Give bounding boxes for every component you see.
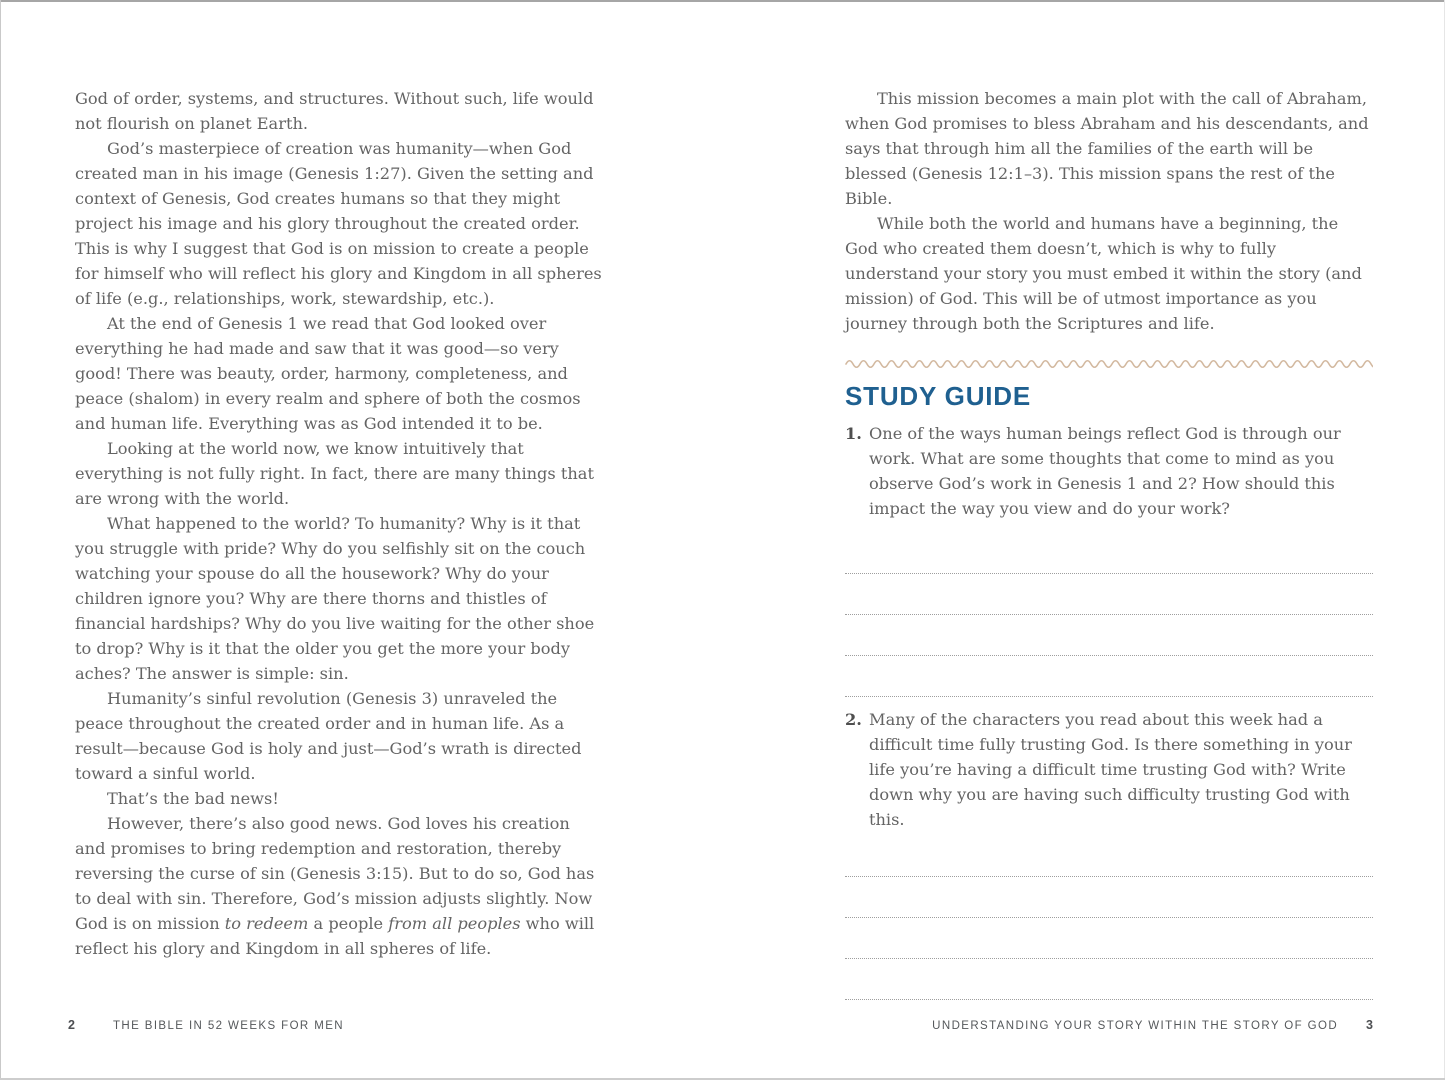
right-page-text-column	[845, 86, 1373, 1000]
paragraph	[75, 136, 602, 311]
answer-line	[845, 615, 1373, 656]
page-number: 3	[1366, 1018, 1373, 1032]
running-title: THE BIBLE IN 52 WEEKS FOR MEN	[112, 1020, 344, 1032]
text-segment: a people	[308, 914, 389, 933]
question-number: 2.	[845, 710, 862, 729]
text-segment: Looking at the world now, we know intuitively that everything is not fully right. In fact, there are many things that are wrong with the world.	[75, 439, 594, 508]
study-question	[845, 707, 1373, 832]
paragraph	[75, 86, 602, 136]
question-number: 1.	[845, 424, 862, 443]
italic-text: to redeem	[224, 914, 309, 933]
wavy-divider-path	[846, 361, 1373, 368]
paragraph	[75, 686, 602, 786]
paragraph	[845, 211, 1373, 336]
answer-lines	[845, 836, 1373, 1000]
text-segment: However, there’s also good news. God loves his creation and promises to bring redemption and restoration, thereby reversing the curse of sin (Genesis 3:15). But to do so, God has to deal with sin. Therefore, God’s mission adjusts slightly. Now God is on mission	[75, 814, 595, 933]
text-segment: What happened to the world? To humanity? Why is it that you struggle with pride? Why do you selfishly sit on the couch watching your spouse do all the housework? Why do your children ignore you? Why are there thorns and thistles of financial hardships? Why do you live waiting for the other shoe to drop? Why is it that the older you get the more your body aches? The answer is simple: sin.	[75, 514, 595, 683]
running-title: UNDERSTANDING YOUR STORY WITHIN THE STORY OF GOD	[932, 1020, 1339, 1032]
text-segment: While both the world and humans have a beginning, the God who created them doesn’t, which is why to fully understand your story you must embed it within the story (and mission) of God. This will be of utmost importance as you journey through both the Scriptures and life.	[845, 214, 1362, 333]
answer-line	[845, 918, 1373, 959]
answer-line	[845, 574, 1373, 615]
study-guide-heading: STUDY GUIDE	[845, 381, 1032, 411]
wavy-divider	[845, 357, 1373, 369]
page-number: 2	[68, 1018, 75, 1032]
text-segment: God of order, systems, and structures. Without such, life would not flourish on planet Earth.	[75, 89, 594, 133]
page-top-edge	[0, 0, 1445, 2]
question-text: One of the ways human beings reflect God is through our work. What are some thoughts that come to mind as you observe God’s work in Genesis 1 and 2? How should this impact the way you view and do your work?	[869, 424, 1341, 518]
paragraph	[75, 786, 602, 811]
answer-line	[845, 877, 1373, 918]
page-left-edge	[0, 0, 1, 1080]
answer-line	[845, 836, 1373, 877]
paragraph	[75, 436, 602, 511]
answer-line	[845, 959, 1373, 1000]
paragraph	[75, 311, 602, 436]
paragraph	[845, 86, 1373, 211]
left-page-text-column	[75, 86, 602, 961]
text-segment: That’s the bad news!	[107, 789, 279, 808]
answer-lines	[845, 533, 1373, 697]
study-guide-questions	[845, 421, 1373, 1000]
text-segment: At the end of Genesis 1 we read that God looked over everything he had made and saw that it was good—so very good! There was beauty, order, harmony, completeness, and peace (shalom) in every realm and sphere of both the cosmos and human life. Everything was as God intended it to be.	[75, 314, 581, 433]
answer-line	[845, 656, 1373, 697]
answer-line	[845, 533, 1373, 574]
italic-text: from all peoples	[388, 914, 521, 933]
left-page-footer	[68, 1018, 344, 1032]
page-bottom-edge	[0, 1078, 1445, 1080]
study-question	[845, 421, 1373, 521]
right-page-intro-text	[845, 86, 1373, 336]
question-text: Many of the characters you read about this week had a difficult time fully trusting God. Is there something in your life you’re having a difficult time trusting God with? Write down why you are having such difficulty trusting God with this.	[869, 710, 1352, 829]
text-segment: God’s masterpiece of creation was humanity—when God created man in his image (Genesis 1:27). Given the setting and context of Genesis, God creates humans so that they might project his image and his glory throughout the created order. This is why I suggest that God is on mission to create a people for himself who will reflect his glory and Kingdom in all spheres of life (e.g., relationships, work, stewardship, etc.).	[75, 139, 602, 308]
right-page-footer	[845, 1018, 1373, 1032]
paragraph	[75, 811, 602, 961]
text-segment: Humanity’s sinful revolution (Genesis 3) unraveled the peace throughout the created order and in human life. As a result—because God is holy and just—God’s wrath is directed toward a sinful world.	[75, 689, 582, 783]
text-segment: This mission becomes a main plot with the call of Abraham, when God promises to bless Abraham and his descendants, and says that through him all the families of the earth will be blessed (Genesis 12:1–3). This mission spans the rest of the Bible.	[845, 89, 1369, 208]
text-segment: who will reflect his glory and Kingdom in all spheres of life.	[75, 914, 595, 958]
paragraph	[75, 511, 602, 686]
